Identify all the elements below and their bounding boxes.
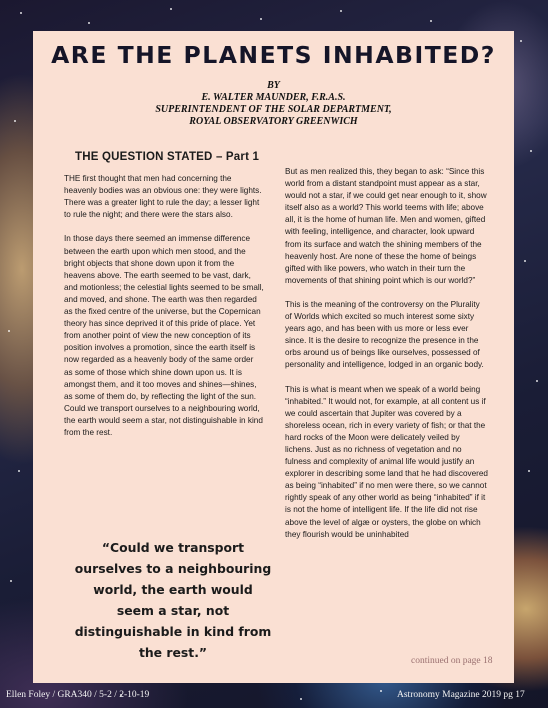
continued-note: continued on page 18 bbox=[411, 656, 493, 666]
byline bbox=[33, 80, 514, 128]
pull-quote: “Could we transport ourselves to a neighbouring world, the earth would seem a star, not distinguishable in kind from the rest.” bbox=[74, 540, 272, 660]
right-column bbox=[285, 166, 488, 553]
left-column bbox=[64, 151, 264, 451]
footer-page-info: Astronomy Magazine 2019 pg 17 bbox=[397, 690, 525, 700]
section-heading: THE QUESTION STATED – Part 1 bbox=[75, 151, 260, 163]
article-panel bbox=[33, 31, 514, 683]
paragraph: THE first thought that men had concerning the heavenly bodies was an obvious one: they were lights. There was a greater light to rule the day; a lesser light to rule the night; and there were the stars also. bbox=[64, 174, 262, 220]
paragraph: This is the meaning of the controversy on the Plurality of Worlds which excited so much interest some sixty years ago, and has been with us more or less ever since. It is the desire to recognize the presence in the orbs around us of beings like ourselves, possessed of personality and intelligence, lodged in an organic body. bbox=[285, 299, 484, 370]
paragraph: In those days there seemed an immense difference between the earth upon which men stood, and the bright objects that shone down upon it from the heavens above. The earth seemed to be vast, dark, and motionless; the celestial lights seemed to be small, and moved, and shone. The earth was then regarded as the fixed centre of the universe, but the Copernican theory has since deprived it of this pride of place. Yet from another point of view the new conception of its position involves a promotion, since the earth itself is now regarded as a heavenly body of the same order as some of those which shine down upon us. It is amongst them, and it too moves and shines—shines, as some of them do, by reflecting the light of the sun. Could we transport ourselves to a neighbouring world, the earth would seem a star, not distinguishable in kind from the rest. bbox=[64, 234, 264, 437]
byline-by: BY bbox=[267, 80, 280, 91]
article-title: ARE THE PLANETS INHABITED? bbox=[51, 41, 496, 69]
paragraph: This is what is meant when we speak of a world being “inhabited.” It would not, for example, at all content us if we could ascertain that Jupiter was covered by a shoreless ocean, rich in every variety of fish; or that the hard rocks of the Moon were delicately veiled by lichens. Just as no richness of vegetation and no fulness and complexity of animal life would justify an explorer in describing some land that he had discovered as being “inhabited” if no men were there, so we cannot rightly speak of any other world as being “inhabited” if it is not the home of intelligent life. If the life did not rise above the level of algæ or oysters, the globe on which they flourish would be uninhabited bbox=[285, 384, 488, 539]
paragraph: But as men realized this, they began to ask: “Since this world from a distant standpoint must appear as a star, would not a star, if we could get near enough to it, show itself also as a world? This world teems with life; above all, it is the home of human life. Men and women, gifted with feeling, intelligence, and character, look upward from its surface and watch the shining members of the heavenly host. Are none of these the home of beings gifted with like powers, who watch in their turn the movements of that shining point which is our world?” bbox=[285, 167, 487, 285]
byline-institution: ROYAL OBSERVATORY GREENWICH bbox=[189, 116, 358, 127]
byline-author: E. WALTER MAUNDER, F.R.A.S. bbox=[201, 92, 346, 103]
byline-position: SUPERINTENDENT OF THE SOLAR DEPARTMENT, bbox=[155, 104, 392, 115]
footer-credit: Ellen Foley / GRA340 / 5-2 / 2-10-19 bbox=[6, 690, 150, 700]
